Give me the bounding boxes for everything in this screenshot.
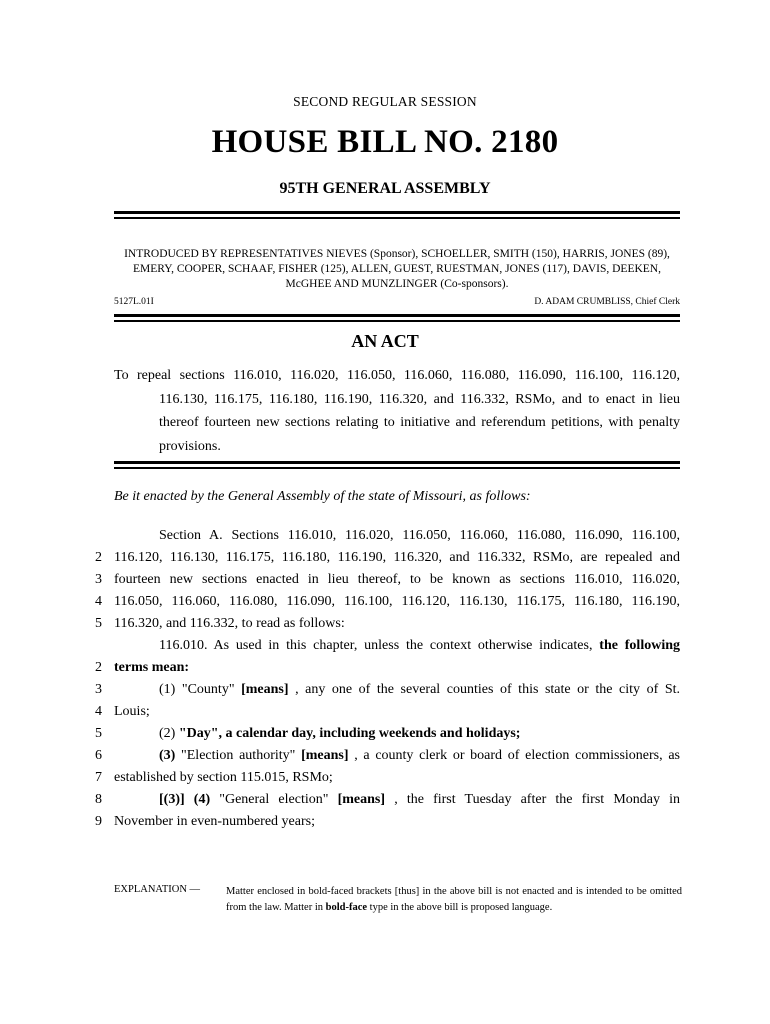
explanation-label: EXPLANATION — bbox=[114, 884, 201, 895]
section-116010-line: (1) "County" [means] , any one of the several counties of this state or the city of St. bbox=[159, 682, 680, 697]
line-number: 4 bbox=[95, 594, 102, 609]
section-116010-line: 116.010. As used in this chapter, unless the context otherwise indicates, the following bbox=[159, 638, 680, 653]
document-id: 5127L.01I bbox=[114, 297, 154, 307]
act-summary bbox=[114, 364, 680, 458]
session-label: SECOND REGULAR SESSION bbox=[293, 94, 477, 109]
act-summary-text: To repeal sections 116.010, 116.020, 116.050, 116.060, 116.080, 116.090, 116.100, 116.120, 116.130, 116.175, 116.180, 116.190, 116.320, and 116.332, RSMo, and to enact in lieu thereof fourteen new sections relating to initiative and referendum petitions, with penalty provisions. bbox=[114, 368, 680, 454]
section-a-line: 116.120, 116.130, 116.175, 116.180, 116.190, 116.320, and 116.332, RSMo, are repealed and bbox=[114, 550, 680, 565]
line-number: 9 bbox=[95, 814, 102, 829]
chief-clerk: D. ADAM CRUMBLISS, Chief Clerk bbox=[534, 297, 680, 307]
line-number: 3 bbox=[95, 572, 102, 587]
line-number: 4 bbox=[95, 704, 102, 719]
bill-title: HOUSE BILL NO. 2180 bbox=[211, 124, 559, 160]
section-116010-line: established by section 115.015, RSMo; bbox=[114, 770, 333, 785]
section-116010-line: November in even-numbered years; bbox=[114, 814, 315, 829]
divider-thin bbox=[114, 320, 680, 322]
line-number: 3 bbox=[95, 682, 102, 697]
divider-thick bbox=[114, 211, 680, 214]
line-number: 7 bbox=[95, 770, 102, 785]
section-116010-line: terms mean: bbox=[114, 660, 190, 675]
divider-thin bbox=[114, 467, 680, 469]
section-a-line: Section A. Sections 116.010, 116.020, 116.050, 116.060, 116.080, 116.090, 116.100, bbox=[159, 528, 680, 543]
divider-thick bbox=[114, 461, 680, 464]
section-a-line: fourteen new sections enacted in lieu thereof, to be known as sections 116.010, 116.020, bbox=[114, 572, 680, 587]
assembly-label: 95TH GENERAL ASSEMBLY bbox=[279, 180, 491, 197]
section-116010-line: (3) "Election authority" [means] , a county clerk or board of election commissioners, as bbox=[159, 748, 680, 763]
section-a-line: 116.320, and 116.332, to read as follows: bbox=[114, 616, 345, 631]
section-116010-line: Louis; bbox=[114, 704, 150, 719]
section-116010-line: [(3)] (4) "General election" [means] , the first Tuesday after the first Monday in bbox=[159, 792, 681, 807]
line-number: 8 bbox=[95, 792, 102, 807]
line-number: 6 bbox=[95, 748, 102, 763]
line-number: 2 bbox=[95, 550, 102, 565]
act-heading: AN ACT bbox=[351, 331, 419, 351]
divider-thick bbox=[114, 314, 680, 317]
line-number: 2 bbox=[95, 660, 102, 675]
explanation-text: Matter enclosed in bold-faced brackets [thus] in the above bill is not enacted and is intended to be omitted from the law. Matter in bold-face type in the above bill is proposed language. bbox=[226, 886, 682, 913]
section-a-line: 116.050, 116.060, 116.080, 116.090, 116.100, 116.120, 116.130, 116.175, 116.180, 116.190, bbox=[114, 594, 680, 609]
section-116010-line: (2) "Day", a calendar day, including weekends and holidays; bbox=[159, 726, 521, 741]
line-number: 5 bbox=[95, 616, 102, 631]
divider-thin bbox=[114, 217, 680, 219]
line-number: 5 bbox=[95, 726, 102, 741]
enacting-clause: Be it enacted by the General Assembly of the state of Missouri, as follows: bbox=[114, 489, 531, 504]
sponsors-text: INTRODUCED BY REPRESENTATIVES NIEVES (Sponsor), SCHOELLER, SMITH (150), HARRIS, JONES (89), EMERY, COOPER, SCHAAF, FISHER (125), ALLEN, GUEST, RUESTMAN, JONES (117), DAVIS, DEEKEN, McGHEE AND MUNZLINGER (Co-sponsors). bbox=[124, 248, 670, 290]
